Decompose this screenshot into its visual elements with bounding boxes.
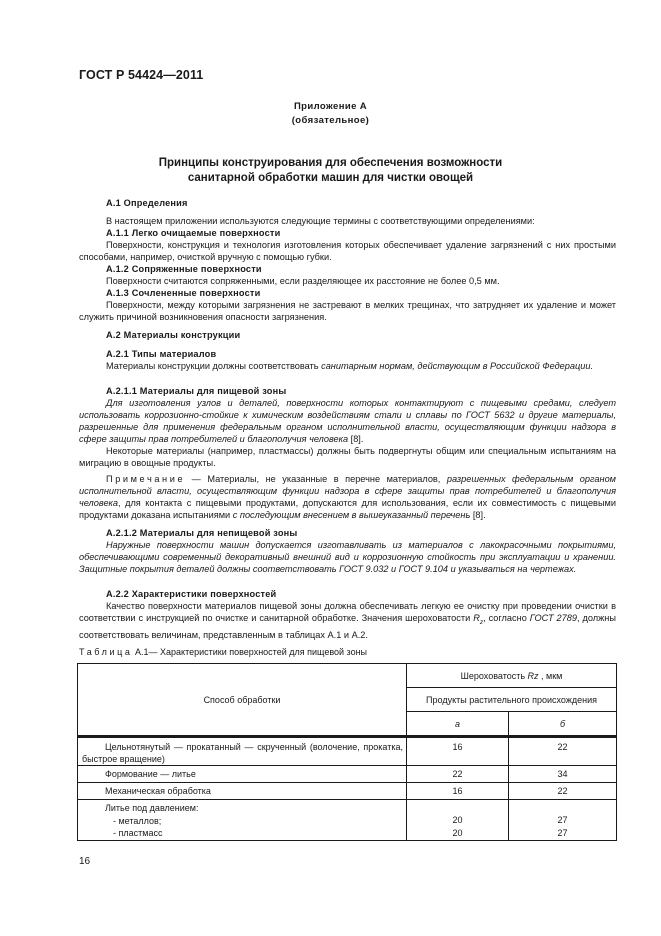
table-caption-label: Таблица	[79, 647, 133, 657]
row-value-b: 22	[509, 783, 617, 800]
section-a211-text2: Некоторые материалы (например, пластмассы) должны быть подвергнуты общим или специальным испытаниям на миграцию в овощные продукты.	[79, 446, 616, 469]
section-a21-text	[79, 360, 616, 372]
table-row	[78, 783, 617, 800]
header-roughness	[407, 664, 617, 688]
annex-status: (обязательное)	[291, 115, 370, 126]
a211-ref: [8].	[348, 434, 364, 445]
a21-text-plain: Материалы конструкции должны соответствовать	[106, 361, 322, 371]
a211-text-italic: Для изготовления узлов и деталей, поверхности которых контактируют с пищевыми средами, следует использовать коррозионно-стойкие к химическим воздействиям стали и сплавы по ГОСТ 5632 и другие материалы, разрешенные для применения федеральным органом исполнительной власти, осуществляющим функции надзора в сфере защиты прав потребителей и благополучия человека	[79, 398, 616, 445]
section-a22-heading: А.2.2 Характеристики поверхностей	[106, 589, 277, 599]
surface-characteristics-table	[77, 663, 617, 841]
header-col-a	[407, 712, 509, 737]
row-value-a	[407, 800, 509, 841]
section-a211-text	[79, 397, 616, 445]
table-caption-text: А.1— Характеристики поверхностей для пищевой зоны	[132, 647, 368, 657]
a22-part-1: Качество поверхности материалов пищевой зоны должна обеспечивать легкую ее очистку при проведении очистки в соответствии с инструкцией по очистке и санитарной обработке. Значения шероховатости	[79, 601, 616, 624]
note-italic-1: разрешенных федеральным органом исполнительной власти, осуществляющим функции надзора в сфере защиты прав потребителей и благополучия человека	[79, 474, 616, 509]
note-label: Примечание	[106, 474, 186, 484]
note-part-1: — Материалы, не указанные в перечне материалов,	[185, 474, 447, 484]
title-line-1: Принципы конструирования для обеспечения возможности	[158, 157, 503, 169]
value-b-metals: 27	[557, 815, 568, 825]
row-method-sub: - пластмасс	[113, 828, 163, 838]
table-row	[78, 800, 617, 841]
section-a1-heading: А.1 Определения	[106, 198, 188, 208]
section-a1-intro: В настоящем приложении используются следующие термины с соответствующими определениями:	[106, 216, 535, 226]
row-value-a: 22	[407, 766, 509, 783]
section-a212-text	[79, 539, 616, 575]
row-method-title: Литье под давлением:	[105, 803, 199, 813]
section-a2-heading: А.2 Материалы конструкции	[106, 330, 241, 340]
document-code: ГОСТ Р 54424—2011	[79, 68, 204, 82]
table-caption	[79, 646, 367, 658]
section-a212-heading: А.2.1.2 Материалы для непищевой зоны	[106, 528, 298, 538]
section-a211-heading: А.2.1.1 Материалы для пищевой зоны	[106, 386, 287, 396]
row-value-b	[509, 800, 617, 841]
value-a-plastics: 20	[452, 827, 463, 838]
section-a12-text: Поверхности считаются сопряженными, если разделяющее их расстояние не более 0,5 мм.	[106, 276, 500, 286]
a22-part-2: , согласно	[483, 613, 530, 624]
section-a11-text: Поверхности, конструкция и технология изготовления которых обеспечивает удаление загрязнений с них простыми способами, например, очисткой вручную с помощью губки.	[79, 240, 616, 263]
row-value-a: 16	[407, 737, 509, 766]
row-value-a: 16	[407, 783, 509, 800]
row-method-sub: - металлов;	[113, 815, 162, 826]
row-method: Механическая обработка	[78, 783, 407, 800]
row-value-b: 34	[509, 766, 617, 783]
table-row	[78, 766, 617, 783]
a22-part-3: , должны соответствовать величинам, представленным в таблицах А.1 и А.2.	[79, 613, 616, 641]
section-a12-heading: А.1.2 Сопряженные поверхности	[106, 264, 262, 274]
section-a21-heading: А.2.1 Типы материалов	[106, 349, 217, 359]
note-part-3: [8].	[470, 510, 486, 521]
rz-subscript: z	[479, 618, 484, 626]
a22-gost-ref: ГОСТ 2789	[529, 613, 577, 624]
a212-text-italic: Наружные поверхности машин допускается изготавливать из материалов с лакокрасочными покрытиями, обеспечивающими современный декоративный внешний вид и коррозионную стойкость при эксплуатации и хранении. Защитные покрытия деталей должны соответствовать ГОСТ 9.032 и ГОСТ 9.104 и указываться на чертежах.	[79, 540, 616, 575]
section-a11-heading: А.1.1 Легко очищаемые поверхности	[106, 228, 281, 238]
col-a-label: а	[454, 718, 460, 729]
row-value-b: 22	[509, 737, 617, 766]
row-method	[78, 800, 407, 841]
note	[79, 473, 616, 521]
header-col-b	[509, 712, 617, 737]
roughness-unit: , мкм	[538, 670, 563, 681]
page-number: 16	[79, 856, 91, 867]
value-a-metals: 20	[452, 815, 463, 825]
note-italic-2: с последующим внесением в вышеуказанный перечень	[232, 510, 471, 521]
col-b-label: б	[559, 718, 566, 729]
table-row	[78, 737, 617, 766]
section-a13-text: Поверхности, между которыми загрязнения не застревают в мелких трещинах, что затрудняет их удаление и может служить причиной возникновения опасности загрязнения.	[79, 300, 616, 323]
value-b-plastics: 27	[557, 827, 568, 838]
row-method: Цельнотянутый — прокатанный — скрученный (волочение, прокатка, быстрое вращение)	[78, 737, 407, 766]
section-a13-heading: А.1.3 Сочлененные поверхности	[106, 288, 261, 298]
annex-label: Приложение А	[293, 101, 368, 112]
row-method: Формование — литье	[78, 766, 407, 783]
roughness-rz: Rz	[527, 670, 539, 681]
page-title	[0, 156, 661, 186]
title-line-2: санитарной обработки машин для чистки овощей	[187, 172, 474, 184]
note-part-2: , для контакта с пищевыми продуктами, допускаются для использования, если их совместимость с пищевыми продуктами доказана испытаниями	[79, 498, 616, 521]
rz-symbol: R	[473, 613, 480, 624]
roughness-prefix: Шероховатость	[460, 670, 528, 681]
header-method: Способ обработки	[78, 664, 407, 737]
header-products: Продукты растительного происхождения	[407, 688, 617, 712]
a21-text-italic: санитарным нормам, действующим в Российской Федерации.	[321, 361, 594, 371]
section-a22-text	[79, 600, 616, 641]
